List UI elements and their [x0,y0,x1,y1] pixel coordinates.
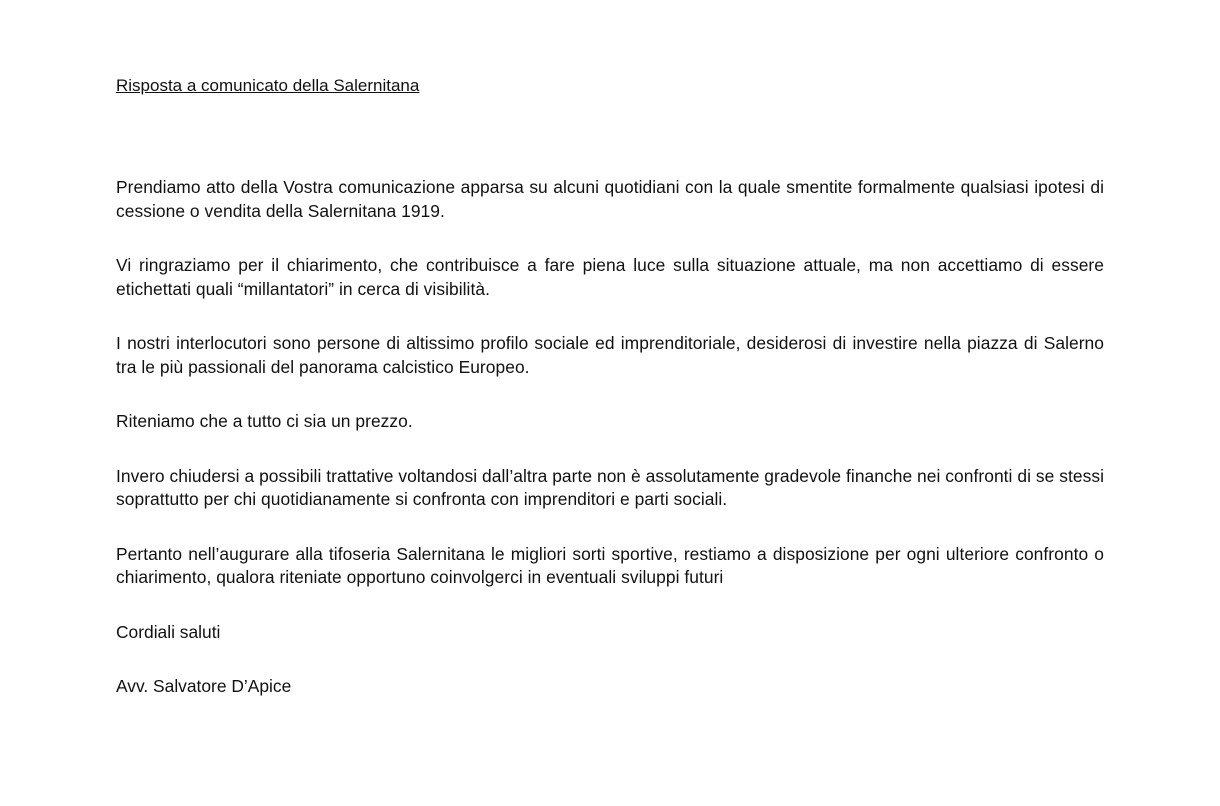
paragraph-6: Pertanto nell’augurare alla tifoseria Salernitana le migliori sorti sportive, restiamo a disposizione per ogni ulteriore confronto o chiarimento, qualora riteniate opportuno coinvolgerci in eventuali sviluppi futuri [116,543,1104,587]
document-body [116,176,1104,699]
document-page [116,74,1104,730]
document-title: Risposta a comunicato della Salernitana [116,76,420,95]
closing-greeting: Cordiali saluti [116,621,221,642]
paragraph-5: Invero chiudersi a possibili trattative voltandosi dall’altra parte non è assolutamente gradevole finanche nei confronti di se stessi soprattutto per chi quotidianamente si confronta con imprenditori e parti sociali. [116,465,1104,509]
paragraph-2: Vi ringraziamo per il chiarimento, che contribuisce a fare piena luce sulla situazione attuale, ma non accettiamo di essere etichettati quali “millantatori” in cerca di visibilità. [116,255,1104,299]
paragraph-3: I nostri interlocutori sono persone di altissimo profilo sociale ed imprenditoriale, desiderosi di investire nella piazza di Salerno tra le più passionali del panorama calcistico Europeo. [116,333,1104,377]
signature: Avv. Salvatore D’Apice [116,676,292,696]
paragraph-1: Prendiamo atto della Vostra comunicazione apparsa su alcuni quotidiani con la quale smentite formalmente qualsiasi ipotesi di cessione o vendita della Salernitana 1919. [116,177,1104,221]
paragraph-4: Riteniamo che a tutto ci sia un prezzo. [116,411,413,431]
